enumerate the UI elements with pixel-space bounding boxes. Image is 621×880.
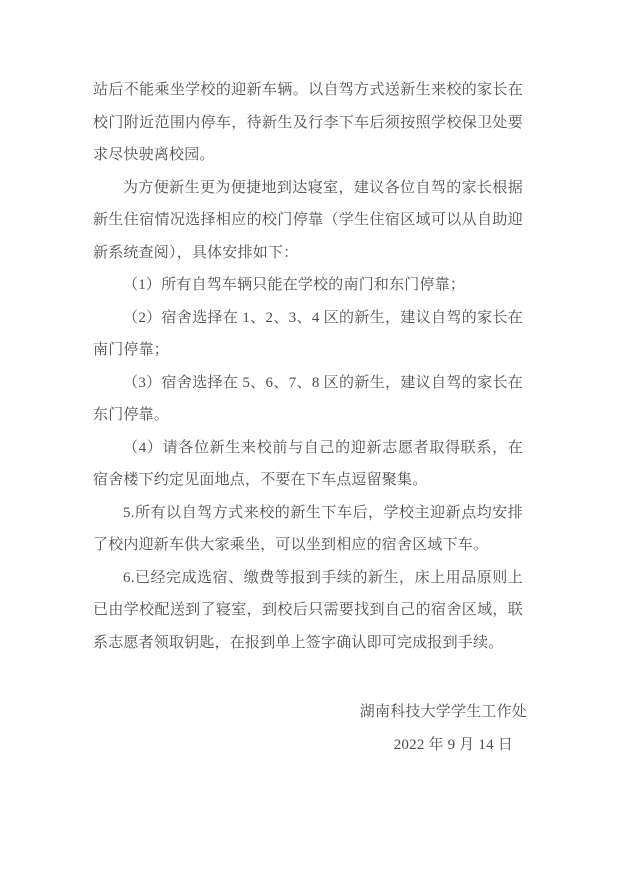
paragraph-item-5: 5.所有以自驾方式来校的新生下车后，学校主迎新点均安排了校内迎新车供大家乘坐，可以坐到相应的宿舍区域下车。 [93, 504, 523, 553]
list-item-2: （2）宿舍选择在 1、2、3、4 区的新生，建议自驾的家长在南门停靠； [93, 309, 523, 358]
list-item-4: （4）请各位新生来校前与自己的迎新志愿者取得联系，在宿舍楼下约定见面地点，不要在下车点逗留聚集。 [93, 439, 523, 488]
paragraph-continuation: 站后不能乘坐学校的迎新车辆。以自驾方式送新生来校的家长在校门附近范围内停车，待新生及行李下车后须按照学校保卫处要求尽快驶离校园。 [93, 82, 523, 163]
signature-date: 2022 年 9 月 14 日 [393, 736, 513, 753]
list-item-3: （3）宿舍选择在 5、6、7、8 区的新生，建议自驾的家长在东门停靠。 [93, 374, 523, 423]
signature-org: 湖南科技大学学生工作处 [359, 704, 527, 720]
paragraph-item-6: 6.已经完成选宿、缴费等报到手续的新生，床上用品原则上已由学校配送到了寝室，到校后只需要找到自己的宿舍区域，联系志愿者领取钥匙，在报到单上签字确认即可完成报到手续。 [93, 569, 523, 651]
document-body [93, 74, 523, 659]
paragraph-intro: 为方便新生更为便捷地到达寝室，建议各位自驾的家长根据新生住宿情况选择相应的校门停靠（学生住宿区域可以从自助迎新系统查阅），具体安排如下： [93, 179, 523, 261]
list-item-1: （1）所有自驾车辆只能在学校的南门和东门停靠； [123, 277, 466, 293]
signature-block [93, 696, 527, 761]
